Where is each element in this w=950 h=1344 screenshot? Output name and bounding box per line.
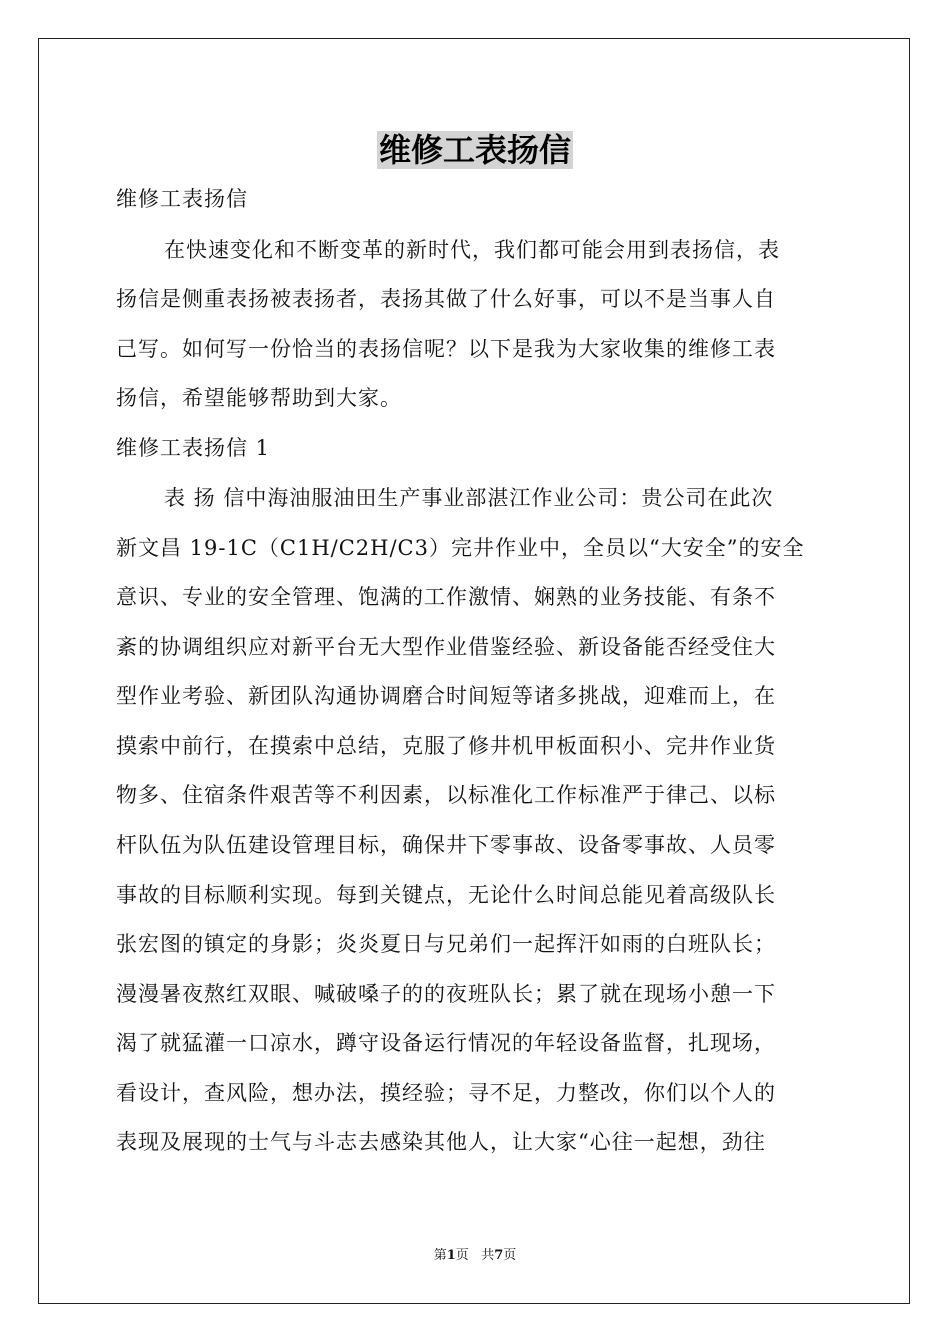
body-line: 物多、住宿条件艰苦等不利因素，以标准化工作标准严于律己、以标 [116, 783, 776, 807]
body-line: 事故的目标顺利实现。每到关键点，无论什么时间总能见着高级队长 [116, 883, 776, 907]
body-line: 意识、专业的安全管理、饱满的工作激情、娴熟的业务技能、有条不 [116, 585, 776, 609]
body-line: 看设计，查风险，想办法，摸经验；寻不足，力整改，你们以个人的 [116, 1081, 776, 1105]
page-border [38, 38, 910, 1304]
subtitle: 维修工表扬信 [116, 187, 248, 211]
intro-line: 己写。如何写一份恰当的表扬信呢？以下是我为大家收集的维修工表 [116, 337, 776, 361]
body-line: 漫漫暑夜熬红双眼、喊破嗓子的的夜班队长；累了就在现场小憩一下 [116, 982, 776, 1006]
footer-total-prefix: 共 [481, 1248, 495, 1263]
footer-page-suffix: 页 [455, 1248, 469, 1263]
body-line: 型作业考验、新团队沟通协调磨合时间短等诸多挑战，迎难而上，在 [116, 684, 776, 708]
page-footer [0, 1244, 950, 1263]
body-line: 杆队伍为队伍建设管理目标，确保井下零事故、设备零事故、人员零 [116, 833, 776, 857]
intro-line: 扬信，希望能够帮助到大家。 [116, 386, 402, 410]
title-text: 维修工表扬信 [378, 131, 571, 169]
footer-total-suffix: 页 [503, 1248, 517, 1263]
body-line: 渴了就猛灌一口凉水，蹲守设备运行情况的年轻设备监督，扎现场， [116, 1031, 776, 1055]
footer-page-prefix: 第 [433, 1248, 447, 1263]
body-line: 表现及展现的士气与斗志去感染其他人，让大家“心往一起想，劲往 [116, 1130, 766, 1154]
body-line: 表 扬 信中海油服油田生产事业部湛江作业公司：贵公司在此次 [164, 486, 774, 510]
intro-line: 扬信是侧重表扬被表扬者，表扬其做了什么好事，可以不是当事人自 [116, 287, 776, 311]
intro-line: 在快速变化和不断变革的新时代，我们都可能会用到表扬信，表 [164, 238, 780, 262]
section-heading: 维修工表扬信 1 [116, 436, 271, 460]
body-line: 张宏图的镇定的身影；炎炎夏日与兄弟们一起挥汗如雨的白班队长； [116, 932, 776, 956]
body-line: 新文昌 19-1C（C1H/C2H/C3）完井作业中，全员以“大安全”的安全 [116, 536, 805, 560]
footer-total-pages: 7 [494, 1248, 504, 1263]
body-line: 摸索中前行，在摸索中总结，克服了修井机甲板面积小、完井作业货 [116, 734, 776, 758]
document-title [0, 128, 950, 172]
footer-page-number: 1 [446, 1248, 456, 1263]
body-line: 紊的协调组织应对新平台无大型作业借鉴经验、新设备能否经受住大 [116, 635, 776, 659]
